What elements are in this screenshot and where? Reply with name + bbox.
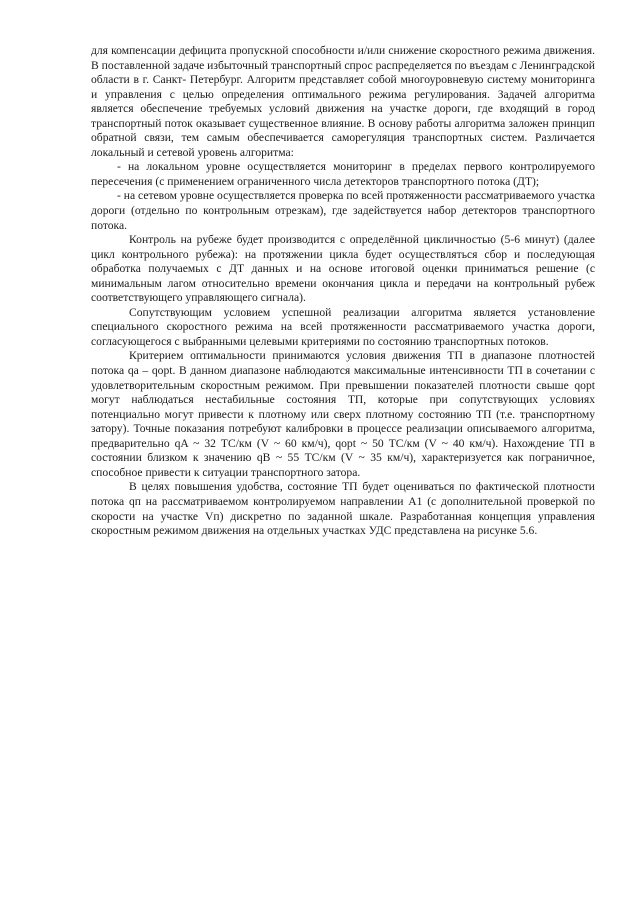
- paragraph-speed-regime: Сопутствующим условием успешной реализации алгоритма является установление специального скоростного режима на всей протяженности рассматриваемого участка дороги, согласующегося с выбранными целевыми критериями по состоянию транспортных потоков.: [91, 305, 595, 348]
- paragraph-local-level: - на локальном уровне осуществляется мониторинг в пределах первого контролируемого пересечения (с применением ограниченного числа детекторов транспортного потока (ДТ);: [91, 160, 595, 188]
- paragraph-control-cycle: Контроль на рубеже будет производится с определённой цикличностью (5-6 минут) (далее цикл контрольного рубежа): на протяжении цикла будет осуществляться сбор и последующая обработка получаемых с ДТ данных и на основе итоговой оценки приниматься решение (с минимальным лагом относительно времени окончания цикла и передачи на контрольный рубеж соответствующего управляющего сигнала).: [91, 233, 595, 305]
- paragraph-network-level: - на сетевом уровне осуществляется проверка по всей протяженности рассматриваемого участка дороги (отдельно по контрольным отрезкам), где задействуется набор детекторов транспортного потока.: [91, 189, 595, 232]
- document-page: [91, 44, 595, 539]
- paragraph-evaluation: В целях повышения удобства, состояние ТП будет оцениваться по фактической плотности потока qп на рассматриваемом контролируемом направлении А1 (с дополнительной проверкой по скорости на участке Vп) дискретно по заданной шкале. Разработанная концепция управления скоростным режимом движения на отдельных участках УДС представлена на рисунке 5.6.: [91, 480, 595, 538]
- paragraph-optimality-criterion: Критерием оптимальности принимаются условия движения ТП в диапазоне плотностей потока qa – qopt. В данном диапазоне наблюдаются максимальные интенсивности ТП в сочетании с удовлетворительным скоростным режимом. При превышении показателей плотности свыше qopt могут наблюдаться нестабильные состояния ТП, которые при сопутствующих условиях потенциально могут привести к плотному или сверх плотному состоянию ТП (т.е. транспортному затору). Точные показания потребуют калибровки в процессе реализации описываемого алгоритма, предварительно qA ~ 32 ТС/км (V ~ 60 км/ч), qopt ~ 50 ТС/км (V ~ 40 км/ч). Нахождение ТП в состоянии близком к значению qB ~ 55 ТС/км (V ~ 35 км/ч), характеризуется как пограничное, способное привести к ситуации транспортного затора.: [91, 349, 595, 479]
- paragraph-intro: для компенсации дефицита пропускной способности и/или снижение скоростного режима движения. В поставленной задаче избыточный транспортный спрос распределяется по въездам с Ленинградской области в г. Санкт- Петербург. Алгоритм представляет собой многоуровневую систему мониторинга и управления с целью определения оптимального режима регулирования. Задачей алгоритма является обеспечение требуемых условий движения на участке дороги, где входящий в город транспортный поток оказывает существенное влияние. В основу работы алгоритма заложен принцип обратной связи, тем самым обеспечивается саморегуляция транспортных систем. Различается локальный и сетевой уровень алгоритма:: [91, 44, 595, 159]
